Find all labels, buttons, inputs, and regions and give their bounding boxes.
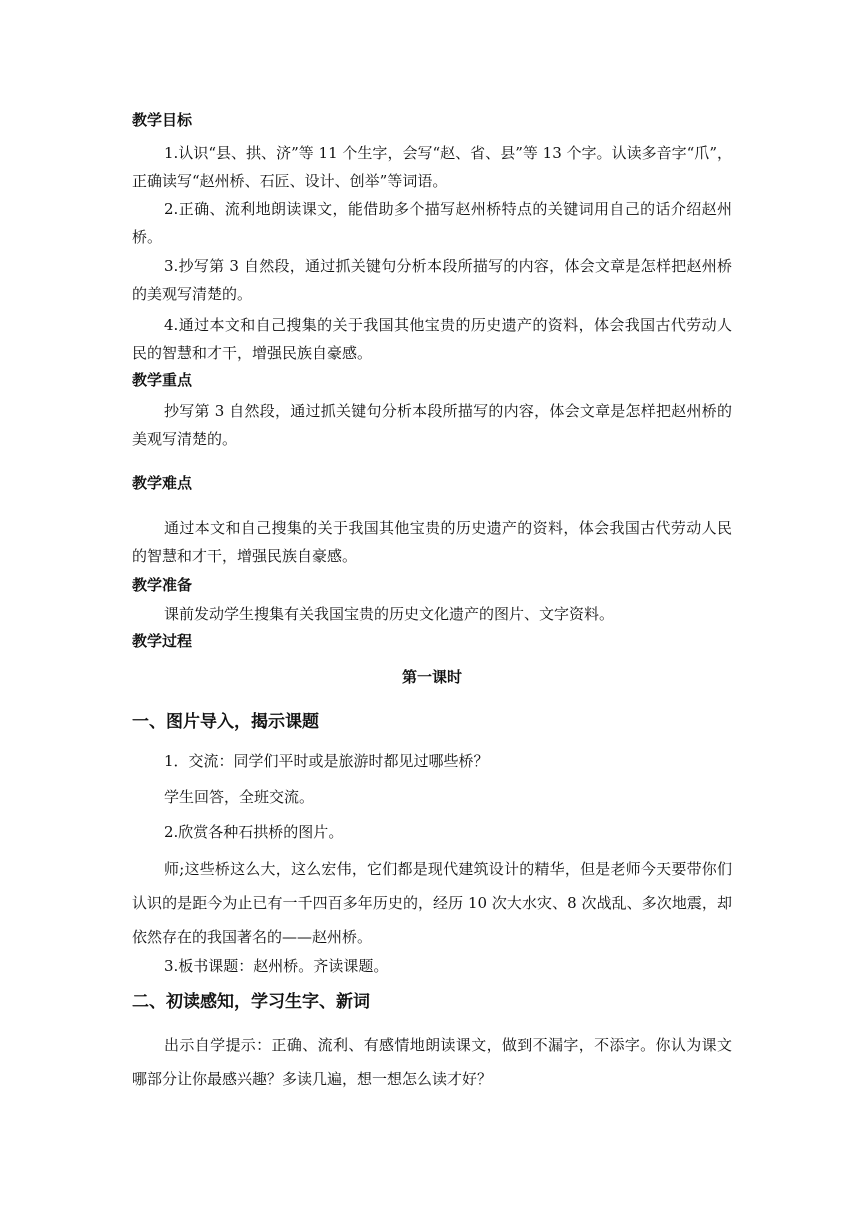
process-heading: 教学过程	[132, 632, 193, 650]
objective-2: 2.正确、流利地朗读课文，能借助多个描写赵州桥特点的关键词用自己的话介绍赵州桥。	[132, 200, 732, 246]
key-points-heading: 教学重点	[132, 371, 193, 389]
section2-title: 二、初读感知，学习生字、新词	[132, 992, 370, 1012]
section1-item-4: 师;这些桥这么大，这么宏伟，它们都是现代建筑设计的精华，但是老师今天要带你们认识的是距今为止已有一千四百多年历史的，经历 10 次大水灾、8 次战乱、多次地震，却依然存在的我国著名的——赵州桥。	[132, 860, 732, 946]
preparation-text: 课前发动学生搜集有关我国宝贵的历史文化遗产的图片、文字资料。	[164, 605, 615, 623]
objective-4: 4.通过本文和自己搜集的关于我国其他宝贵的历史遗产的资料，体会我国古代劳动人民的智慧和才干，增强民族自豪感。	[132, 316, 732, 362]
section1-item-3: 2.欣赏各种石拱桥的图片。	[164, 823, 344, 841]
section1-item-2: 学生回答，全班交流。	[164, 788, 315, 806]
section2-item-1: 出示自学提示：正确、流利、有感情地朗读课文，做到不漏字，不添字。你认为课文哪部分让你最感兴趣？多读几遍，想一想怎么读才好？	[132, 1036, 732, 1088]
key-points-text: 抄写第 3 自然段，通过抓关键句分析本段所描写的内容，体会文章是怎样把赵州桥的美观写清楚的。	[132, 402, 732, 448]
section1-item-1: 1．交流：同学们平时或是旅游时都见过哪些桥？	[164, 752, 489, 770]
lesson-title: 第一课时	[401, 668, 462, 686]
objective-1: 1.认识“县、拱、济”等 11 个生字，会写“赵、省、县”等 13 个字。认读多音字“爪”，正确读写“赵州桥、石匠、设计、创举”等词语。	[132, 144, 732, 190]
difficulties-heading: 教学难点	[132, 474, 193, 492]
preparation-heading: 教学准备	[132, 576, 193, 594]
section1-title: 一、图片导入，揭示课题	[132, 712, 319, 732]
difficulties-text: 通过本文和自己搜集的关于我国其他宝贵的历史遗产的资料，体会我国古代劳动人民的智慧和才干，增强民族自豪感。	[132, 519, 732, 565]
section1-item-5: 3.板书课题：赵州桥。齐读课题。	[164, 957, 389, 975]
objectives-heading: 教学目标	[132, 111, 193, 129]
objective-3: 3.抄写第 3 自然段，通过抓关键句分析本段所描写的内容，体会文章是怎样把赵州桥的美观写清楚的。	[132, 257, 732, 303]
